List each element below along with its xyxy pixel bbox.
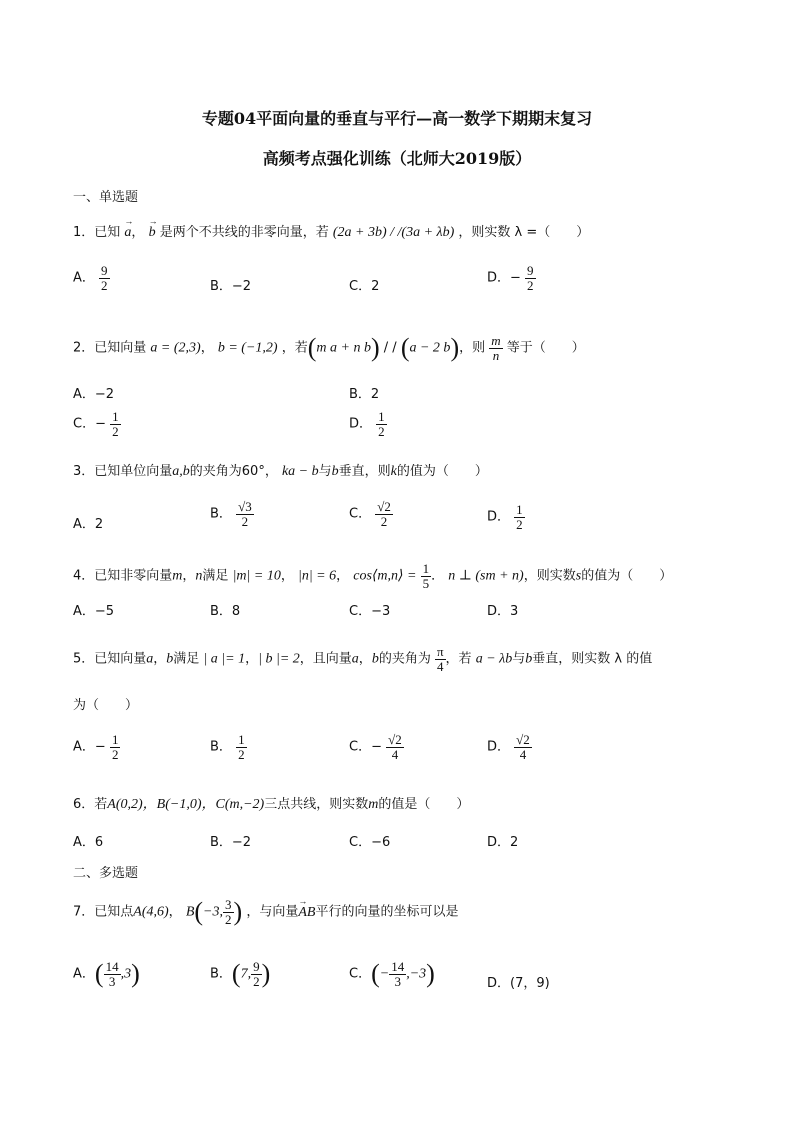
q2-expr-right: a − 2 b bbox=[409, 340, 451, 356]
document-title: 专题04平面向量的垂直与平行—高一数学下期期末复习 bbox=[201, 109, 593, 128]
document-subtitle: 高频考点强化训练（北师大2019版） bbox=[262, 149, 532, 168]
q1-option-d: D．− $\frac{9}{2}$ bbox=[487, 263, 534, 293]
q2-option-b: B．2 bbox=[349, 387, 380, 402]
q6-option-b: B．−2 bbox=[210, 835, 252, 850]
vector-a: → a bbox=[124, 225, 131, 241]
question-5-line-2: 为（ ） bbox=[73, 698, 139, 713]
question-1: 1．已知 → a， → b 是两个不共线的非零向量，若 (2a + 3b) / /(3a + λb) ，则实数 λ =（ ） bbox=[73, 221, 589, 241]
q7-option-b: B．(7, $\frac{9}{2}$ ) bbox=[210, 959, 271, 989]
question-7: 7．已知点A(4,6)， B(−3, $\frac{3}{2}$ ) ，与向量→ AB平行的向量的坐标可以是 bbox=[73, 898, 458, 926]
q5-angle-fraction: $\frac{\pi}{4}$ bbox=[436, 644, 444, 674]
vector-b: → b bbox=[149, 225, 156, 241]
q1-stem-c: ，则实数 λ =（ ） bbox=[458, 225, 590, 240]
q4-m-magnitude: |m| = 10 bbox=[232, 568, 281, 584]
q1-stem-a: 1．已知 bbox=[73, 225, 121, 240]
q1-a-fraction: $\frac{9}{2}$ bbox=[101, 263, 108, 293]
q4-option-c: C．−3 bbox=[349, 604, 391, 619]
q6-option-d: D．2 bbox=[487, 835, 519, 850]
q4-option-b: B．8 bbox=[210, 604, 241, 619]
q1-stem-b: 是两个不共线的非零向量，若 bbox=[159, 225, 329, 240]
q5-option-a: A．− $\frac{1}{2}$ bbox=[73, 732, 119, 762]
q3-option-d: D． $\frac{1}{2}$ bbox=[487, 502, 523, 532]
q3-option-b: B． $\frac{√3}{2}$ bbox=[210, 499, 252, 529]
q7-option-a: A．( $\frac{14}{3}$ ,3) bbox=[73, 959, 140, 989]
section-single-choice: 一、单选题 bbox=[73, 190, 139, 205]
q2-fraction-m-n: $\frac{m}{n}$ bbox=[491, 333, 501, 363]
q2-option-c: C．− $\frac{1}{2}$ bbox=[73, 409, 119, 439]
q6-option-c: C．−6 bbox=[349, 835, 391, 850]
q1-expression: (2a + 3b) / /(3a + λb) bbox=[332, 225, 455, 240]
question-4: 4．已知非零向量m，n满足 |m| = 10， |n| = 6， cos⟨m,n⟩ = $\frac{1}{5}$ ． n ⊥ (sm + n)，则实数s的值为（ ） bbox=[73, 561, 673, 591]
q6-option-a: A．6 bbox=[73, 835, 104, 850]
question-5: 5．已知向量a，b满足 | a |= 1，| b |= 2，且向量a，b的夹角为 $\frac{\pi}{4}$ ，若 a − λb与b垂直，则实数 λ 的值 bbox=[73, 644, 653, 674]
q4-option-d: D．3 bbox=[487, 604, 519, 619]
q4-option-a: A．−5 bbox=[73, 604, 115, 619]
q4-n-magnitude: |n| = 6 bbox=[297, 568, 337, 584]
q7-option-c: C．(− $\frac{14}{3}$ ,−3) bbox=[349, 959, 435, 989]
question-3: 3．已知单位向量a,b的夹角为60°， ka − b与b垂直，则k的值为（ ） bbox=[73, 464, 488, 479]
section-multiple-choice: 二、多选题 bbox=[73, 866, 139, 881]
q2-vector-a-value: a = (2,3) bbox=[150, 340, 201, 356]
q2-expr-left: m a + n b bbox=[316, 340, 371, 356]
q5-option-b: B． $\frac{1}{2}$ bbox=[210, 732, 245, 762]
q2-option-d: D． $\frac{1}{2}$ bbox=[349, 409, 385, 439]
q3-option-a: A．2 bbox=[73, 517, 104, 532]
q2-option-a: A．−2 bbox=[73, 387, 115, 402]
q3-option-c: C． $\frac{√2}{2}$ bbox=[349, 499, 391, 529]
question-6: 6．若A(0,2)，B(−1,0)，C(m,−2)三点共线，则实数m的值是（ ） bbox=[73, 797, 470, 812]
q2-vector-b-value: b = (−1,2) bbox=[217, 340, 278, 356]
q1-d-fraction: $\frac{9}{2}$ bbox=[527, 263, 534, 293]
q1-option-b: B．−2 bbox=[210, 279, 252, 294]
vector-AB: → AB bbox=[298, 905, 315, 921]
q3-expression: ka − b bbox=[281, 464, 319, 479]
q4-cosine: cos⟨m,n⟩ = bbox=[353, 568, 417, 584]
q1-option-c: C．2 bbox=[349, 279, 380, 294]
q4-perpendicular: n ⊥ (sm + n) bbox=[448, 568, 524, 584]
question-2: 2．已知向量 a = (2,3)， b = (−1,2) ，若(m a + n b) / / (a − 2 b)，则 $\frac{m}{n}$ 等于（ ） bbox=[73, 333, 585, 363]
q6-points: A(0,2)，B(−1,0)，C(m,−2) bbox=[107, 797, 265, 812]
q5-option-c: C．− $\frac{√2}{4}$ bbox=[349, 732, 402, 762]
q5-option-d: D． $\frac{√2}{4}$ bbox=[487, 732, 530, 762]
q7-option-d: D．(7，9) bbox=[487, 976, 550, 991]
q1-option-a: A． $\frac{9}{2}$ bbox=[73, 263, 108, 293]
